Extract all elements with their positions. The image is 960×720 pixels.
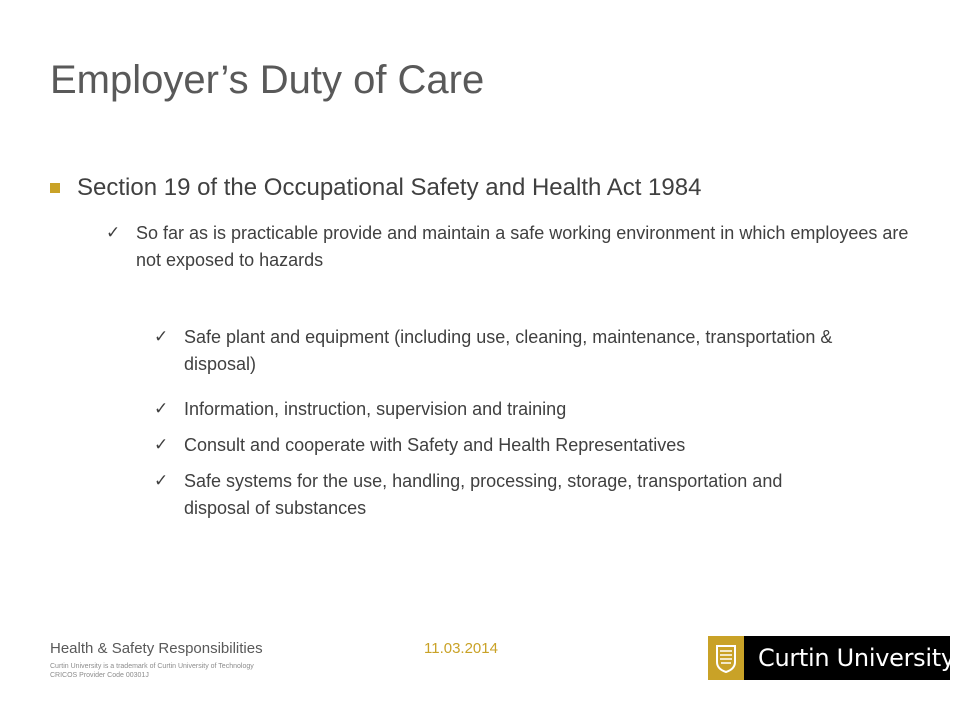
footer-title: Health & Safety Responsibilities <box>50 640 263 657</box>
checkmark-icon: ✓ <box>154 435 169 455</box>
bullet-level3-text: Safe plant and equipment (including use, cleaning, maintenance, transportation & disposal) <box>184 327 833 374</box>
slide-title: Employer’s Duty of Care <box>50 58 485 102</box>
checkmark-icon: ✓ <box>154 327 169 347</box>
bullet-level2 <box>106 220 926 274</box>
bullet-level2-text: So far as is practicable provide and maintain a safe working environment in which employees are not exposed to hazards <box>136 223 909 270</box>
square-bullet-icon <box>50 183 60 193</box>
legal-cricos-text: CRICOS Provider Code 00301J <box>50 672 149 679</box>
bullet-level3 <box>154 396 894 423</box>
bullet-level3-text: Safe systems for the use, handling, processing, storage, transportation and disposal of substances <box>184 471 783 518</box>
curtin-logo <box>708 636 955 680</box>
legal-trademark-text: Curtin University is a trademark of Curtin University of Technology <box>50 663 254 670</box>
bullet-level3 <box>154 468 804 522</box>
bullet-level3-text: Information, instruction, supervision and training <box>184 399 567 419</box>
checkmark-icon: ✓ <box>154 471 169 491</box>
bullet-level1 <box>50 174 930 202</box>
bullet-level1-text: Section 19 of the Occupational Safety and Health Act 1984 <box>77 174 702 201</box>
bullet-level3 <box>154 324 894 378</box>
curtin-crest-icon <box>708 636 744 680</box>
bullet-level3 <box>154 432 894 459</box>
checkmark-icon: ✓ <box>106 223 121 243</box>
bullet-level3-text: Consult and cooperate with Safety and Health Representatives <box>184 435 686 455</box>
checkmark-icon: ✓ <box>154 399 169 419</box>
footer-date: 11.03.2014 <box>424 640 498 657</box>
footer-legal <box>50 662 254 680</box>
logo-wordmark: Curtin University <box>758 644 955 672</box>
